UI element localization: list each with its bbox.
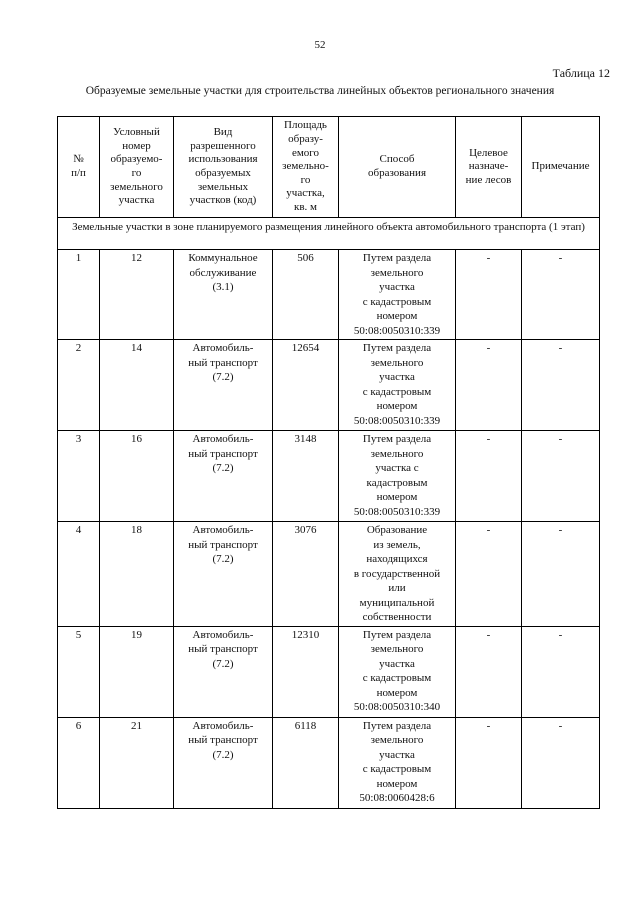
cell-forest-purpose: - [456,250,522,340]
cell-forest-purpose: - [456,626,522,717]
cell-area: 3148 [273,431,339,522]
cell-formation-method: Путем раздела земельного участка с кадастровым номером 50:08:0050310:339 [339,340,456,431]
cell-area: 12310 [273,626,339,717]
cell-permitted-use: Автомобиль- ный транспорт (7.2) [174,340,273,431]
cell-forest-purpose: - [456,431,522,522]
table-label: Таблица 12 [552,66,610,80]
table-row [58,431,600,522]
cell-formation-method: Образование из земель, находящихся в государственной или муниципальной собственности [339,522,456,627]
table-row [58,626,600,717]
cell-forest-purpose: - [456,717,522,808]
cell-note: - [522,522,600,627]
column-header-permitted-use: Вид разрешенного использования образуемых земельных участков (код) [174,117,273,218]
document-title: Образуемые земельные участки для строительства линейных объектов регионального значения [85,85,555,97]
cell-formation-method: Путем раздела земельного участка с кадастровым номером 50:08:0050310:339 [339,431,456,522]
cell-forest-purpose: - [456,522,522,627]
cell-note: - [522,717,600,808]
cell-area: 3076 [273,522,339,627]
cell-area: 12654 [273,340,339,431]
cell-forest-purpose: - [456,340,522,431]
cell-number: 5 [58,626,100,717]
table-row [58,250,600,340]
column-header-number: № п/п [58,117,100,218]
cell-formation-method: Путем раздела земельного участка с кадастровым номером 50:08:0050310:340 [339,626,456,717]
cell-note: - [522,431,600,522]
column-header-note: Примечание [522,117,600,218]
cell-number: 3 [58,431,100,522]
cell-formation-method: Путем раздела земельного участка с кадастровым номером 50:08:0050310:339 [339,250,456,340]
cell-conditional-number: 14 [100,340,174,431]
cell-conditional-number: 18 [100,522,174,627]
cell-permitted-use: Автомобиль- ный транспорт (7.2) [174,626,273,717]
cell-number: 2 [58,340,100,431]
column-header-area: Площадь образу- емого земельно- го участка, кв. м [273,117,339,218]
cell-conditional-number: 19 [100,626,174,717]
table-header-row [58,117,600,218]
cell-permitted-use: Автомобиль- ный транспорт (7.2) [174,717,273,808]
column-header-conditional-number: Условный номер образуемо- го земельного участка [100,117,174,218]
cell-conditional-number: 16 [100,431,174,522]
cell-permitted-use: Автомобиль- ный транспорт (7.2) [174,431,273,522]
table-row [58,340,600,431]
cell-note: - [522,626,600,717]
table-row [58,522,600,627]
cell-conditional-number: 12 [100,250,174,340]
page-number: 52 [314,39,326,51]
table-row [58,717,600,808]
cell-formation-method: Путем раздела земельного участка с кадастровым номером 50:08:0060428:6 [339,717,456,808]
cell-number: 1 [58,250,100,340]
column-header-forest-purpose: Целевое назначе- ние лесов [456,117,522,218]
cell-conditional-number: 21 [100,717,174,808]
column-header-formation-method: Способ образования [339,117,456,218]
cell-note: - [522,340,600,431]
cell-number: 6 [58,717,100,808]
cell-permitted-use: Коммунальное обслуживание (3.1) [174,250,273,340]
zone-group-row [58,218,600,250]
zone-group-label: Земельные участки в зоне планируемого размещения линейного объекта автомобильного транспорта (1 этап) [58,218,600,250]
cell-number: 4 [58,522,100,627]
cell-permitted-use: Автомобиль- ный транспорт (7.2) [174,522,273,627]
land-plots-table [57,116,600,809]
cell-area: 6118 [273,717,339,808]
cell-area: 506 [273,250,339,340]
cell-note: - [522,250,600,340]
